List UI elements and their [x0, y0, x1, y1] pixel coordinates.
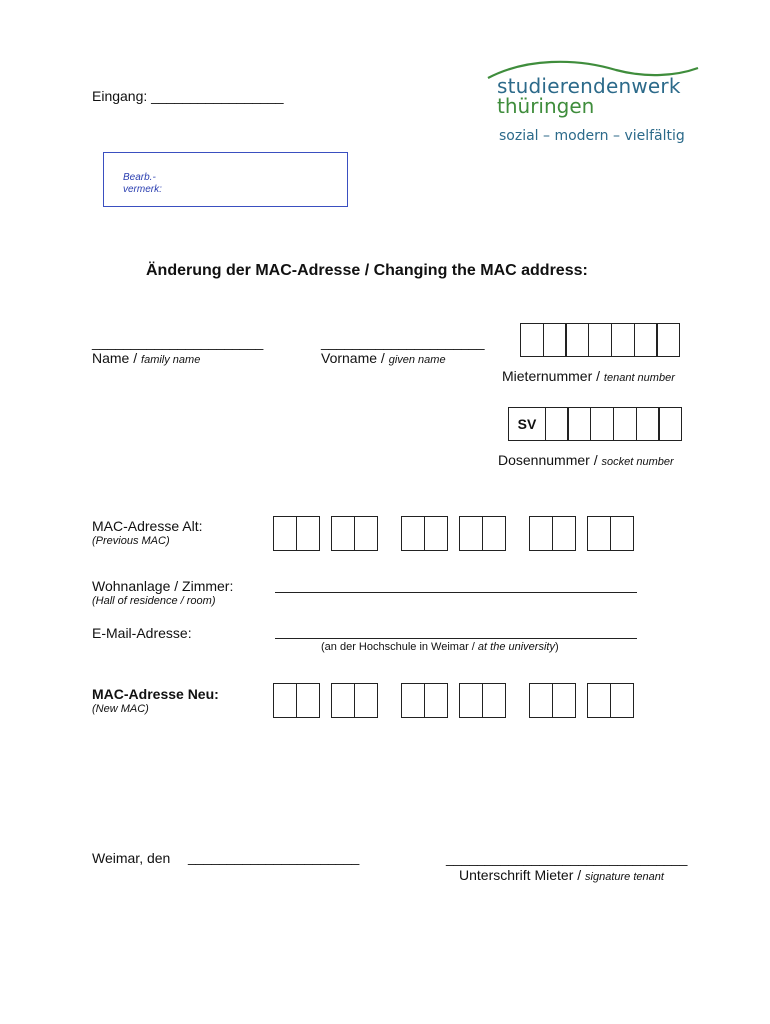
dosennummer-label: Dosennummer / socket number	[498, 452, 674, 468]
mac-old-group-2[interactable]	[331, 516, 378, 551]
mac-old-cell[interactable]	[401, 516, 425, 551]
mac-new-group-1[interactable]	[273, 683, 320, 718]
dosennummer-cell[interactable]	[590, 407, 614, 441]
logo-line1: studierendenwerk	[497, 74, 681, 98]
mac-new-cell[interactable]	[424, 683, 448, 718]
mac-new-label: MAC-Adresse Neu:	[92, 686, 219, 702]
mac-old-cell[interactable]	[610, 516, 634, 551]
sv-cell	[508, 407, 546, 441]
mac-new-cell[interactable]	[296, 683, 320, 718]
dosennummer-cell[interactable]	[658, 407, 682, 441]
mieternummer-cell[interactable]	[520, 323, 544, 357]
email-label: E-Mail-Adresse:	[92, 625, 192, 641]
mac-new-cell[interactable]	[482, 683, 506, 718]
bearb-box	[103, 152, 348, 207]
dosennummer-cell[interactable]	[545, 407, 569, 441]
mac-new-cell[interactable]	[529, 683, 553, 718]
mac-new-cell[interactable]	[354, 683, 378, 718]
dosennummer-cell[interactable]	[636, 407, 660, 441]
mac-new-cell[interactable]	[587, 683, 611, 718]
mieternummer-cell[interactable]	[565, 323, 589, 357]
hall-input-line[interactable]	[275, 592, 637, 593]
mac-new-group-3[interactable]	[401, 683, 448, 718]
mac-old-cell[interactable]	[331, 516, 355, 551]
vorname-label: Vorname / given name	[321, 350, 446, 366]
mac-old-cell[interactable]	[529, 516, 553, 551]
mac-new-cell[interactable]	[331, 683, 355, 718]
dosennummer-cell[interactable]	[567, 407, 591, 441]
form-title: Änderung der MAC-Adresse / Changing the MAC address:	[146, 262, 588, 279]
mac-old-group-5[interactable]	[529, 516, 576, 551]
mac-old-cell[interactable]	[424, 516, 448, 551]
bearb-line2: vermerk:	[123, 184, 162, 195]
hall-label: Wohnanlage / Zimmer:	[92, 578, 234, 594]
mac-old-label: MAC-Adresse Alt:	[92, 518, 203, 534]
hall-sub: (Hall of residence / room)	[92, 595, 216, 607]
logo	[486, 56, 701, 151]
mac-old-cell[interactable]	[482, 516, 506, 551]
bearb-line1: Bearb.-	[123, 172, 156, 183]
logo-tagline: sozial – modern – vielfältig	[499, 128, 685, 144]
mac-old-cell[interactable]	[552, 516, 576, 551]
mac-old-group-6[interactable]	[587, 516, 634, 551]
mac-old-group-4[interactable]	[459, 516, 506, 551]
sv-label: SV	[517, 416, 537, 432]
mac-old-cell[interactable]	[273, 516, 297, 551]
mac-new-cell[interactable]	[273, 683, 297, 718]
signature-label: Unterschrift Mieter / signature tenant	[459, 867, 664, 883]
mac-new-cell[interactable]	[459, 683, 483, 718]
vorname-blank[interactable]: _____________________	[321, 334, 485, 350]
mieternummer-cell[interactable]	[656, 323, 680, 357]
mac-new-group-5[interactable]	[529, 683, 576, 718]
mac-old-cell[interactable]	[354, 516, 378, 551]
mac-old-sub: (Previous MAC)	[92, 535, 170, 547]
mac-new-cell[interactable]	[610, 683, 634, 718]
mieternummer-cell[interactable]	[611, 323, 635, 357]
mac-new-group-2[interactable]	[331, 683, 378, 718]
mieternummer-cell[interactable]	[543, 323, 567, 357]
name-blank[interactable]: ______________________	[92, 334, 264, 350]
mac-new-group-6[interactable]	[587, 683, 634, 718]
dosennummer-boxes[interactable]	[508, 407, 682, 441]
mac-old-cell[interactable]	[587, 516, 611, 551]
mieternummer-cell[interactable]	[588, 323, 612, 357]
mac-old-cell[interactable]	[459, 516, 483, 551]
name-label: Name / family name	[92, 350, 201, 366]
mac-old-group-3[interactable]	[401, 516, 448, 551]
dosennummer-cell[interactable]	[613, 407, 637, 441]
email-input-line[interactable]	[275, 638, 637, 639]
mieternummer-boxes[interactable]	[520, 323, 680, 357]
signature-blank[interactable]: _______________________________	[446, 850, 688, 866]
logo-line2: thüringen	[497, 94, 595, 118]
place-date-blank[interactable]: ______________________	[188, 849, 360, 865]
eingang-label: Eingang: _________________	[92, 88, 284, 104]
mieternummer-label: Mieternummer / tenant number	[502, 368, 675, 384]
email-note: (an der Hochschule in Weimar / at the university)	[321, 641, 559, 653]
mieternummer-cell[interactable]	[634, 323, 658, 357]
place-date-label: Weimar, den	[92, 850, 171, 866]
mac-new-sub: (New MAC)	[92, 703, 149, 715]
mac-new-cell[interactable]	[552, 683, 576, 718]
mac-new-group-4[interactable]	[459, 683, 506, 718]
mac-old-cell[interactable]	[296, 516, 320, 551]
mac-new-cell[interactable]	[401, 683, 425, 718]
mac-old-group-1[interactable]	[273, 516, 320, 551]
